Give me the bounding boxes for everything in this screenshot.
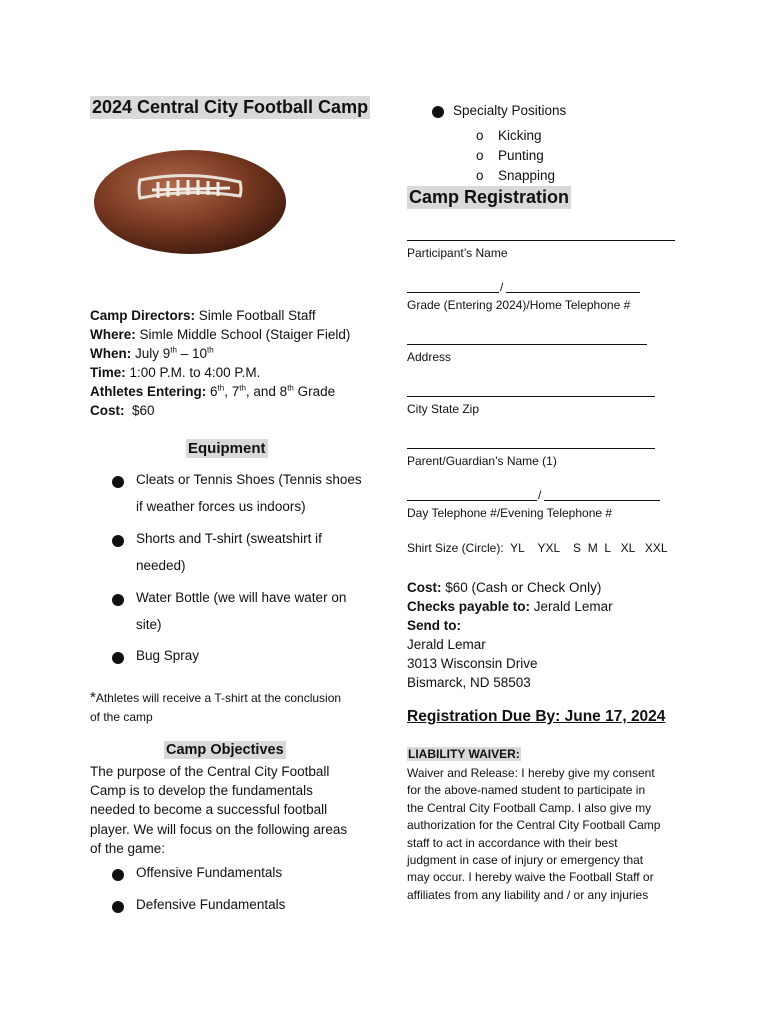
city-state-zip-line[interactable] [407, 396, 655, 397]
camp-title: 2024 Central City Football Camp [92, 97, 369, 117]
objective-item: Offensive Fundamentals [136, 865, 283, 880]
bullet-icon [112, 901, 124, 913]
equipment-item: Water Bottle (we will have water on [136, 590, 347, 605]
football-image [90, 140, 290, 260]
guardian-name-line[interactable] [407, 448, 655, 449]
objectives-text: The purpose of the Central City Football Camp is to develop the fundamentals needed to become a successful football player. We will focus on the following areas of the game: [90, 764, 348, 856]
info-time: Time: 1:00 P.M. to 4:00 P.M. [90, 365, 261, 380]
registration-due: Registration Due By: June 17, 2024 [407, 708, 666, 725]
bullet-icon [112, 535, 124, 547]
equipment-item-cont: site) [136, 617, 162, 632]
equipment-item-cont: if weather forces us indoors) [136, 499, 306, 514]
specialty-positions: Specialty Positions [453, 103, 567, 118]
bullet-icon [112, 869, 124, 881]
payment-info: Cost: $60 (Cash or Check Only) Checks payable to: Jerald Lemar Send to: Jerald Lemar 3013 Wisconsin Drive Bismarck, ND 58503 [407, 580, 613, 690]
info-athletes: Athletes Entering: 6th, 7th, and 8th Grade [90, 383, 336, 399]
evening-phone-line[interactable] [544, 500, 660, 501]
equipment-heading: Equipment [188, 440, 266, 457]
home-phone-line[interactable] [506, 292, 640, 293]
name-line[interactable] [407, 240, 675, 241]
field-label: Address [407, 350, 452, 364]
info-cost: Cost: $60 [90, 403, 155, 418]
objective-item: Defensive Fundamentals [136, 897, 286, 912]
address-line[interactable] [407, 344, 647, 345]
waiver-heading: LIABILITY WAIVER: [408, 747, 520, 761]
slash: / [500, 280, 504, 294]
field-label: Grade (Entering 2024)/Home Telephone # [407, 298, 631, 312]
info-when: When: July 9th – 10th [90, 345, 214, 361]
field-label: City State Zip [407, 402, 480, 416]
bullet-icon [112, 594, 124, 606]
field-label: Participant’s Name [407, 246, 508, 260]
specialty-sublist: o Kicking o Punting o Snapping [476, 128, 556, 183]
slash: / [538, 488, 542, 502]
bullet-icon [112, 476, 124, 488]
field-label: Parent/Guardian’s Name (1) [407, 454, 557, 468]
waiver-text: Waiver and Release: I hereby give my consent for the above-named student to participate in the Central City Football Camp. I also give my authorization for the Central City Football Camp staff to act in accordance with their best judgment in case of injury or emergency that may occur. I hereby waive the Football Staff or affiliates from any liability and / or any injuries [407, 766, 661, 902]
equipment-item-cont: needed) [136, 558, 186, 573]
bullet-icon [432, 106, 444, 118]
equipment-item: Cleats or Tennis Shoes (Tennis shoes [136, 472, 362, 487]
camp-info [90, 306, 350, 420]
registration-heading: Camp Registration [409, 187, 570, 207]
info-where: Where: Simle Middle School (Staiger Field) [90, 327, 351, 342]
tshirt-note: *Athletes will receive a T-shirt at the conclusion of the camp [90, 689, 342, 724]
grade-line[interactable] [407, 292, 499, 293]
info-directors: Camp Directors: Simle Football Staff [90, 308, 316, 323]
day-phone-line[interactable] [407, 500, 537, 501]
equipment-item: Shorts and T-shirt (sweatshirt if [136, 531, 322, 546]
objectives-heading: Camp Objectives [166, 742, 284, 758]
shirt-size: Shirt Size (Circle): YL YXL S M L XL XXL [407, 541, 668, 555]
bullet-icon [112, 652, 124, 664]
equipment-item: Bug Spray [136, 648, 200, 663]
field-label: Day Telephone #/Evening Telephone # [407, 506, 613, 520]
